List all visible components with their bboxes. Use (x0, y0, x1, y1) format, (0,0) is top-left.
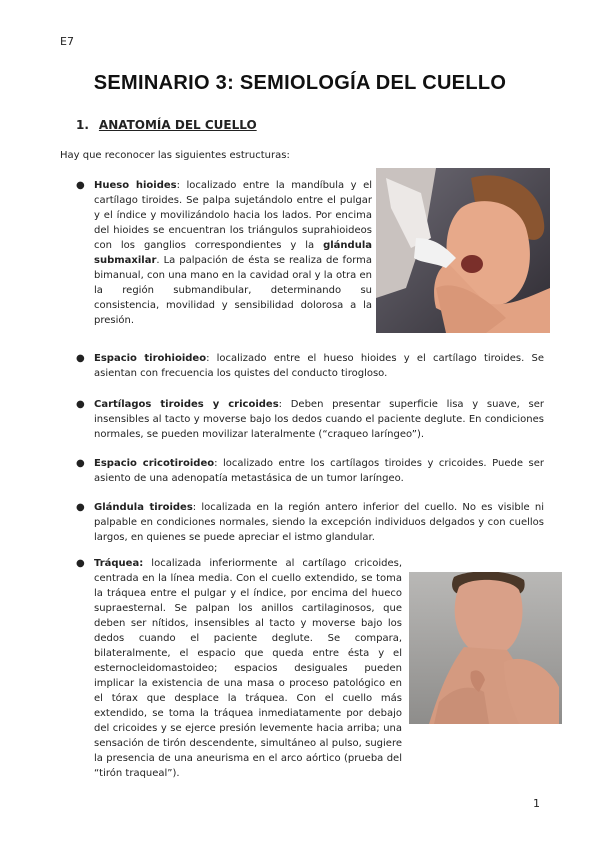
bullet: ● (76, 502, 85, 513)
item-text: Glándula tiroides: localizada en la región antero inferior del cuello. No es visible ni palpable en condiciones normales, siendo la excepción individuos delgados y con cuellos largos, en quienes se puede apreciar el istmo glandular. (94, 502, 544, 543)
list-item-glandula-tiroides (76, 500, 544, 545)
list-item-cartilagos (76, 397, 544, 442)
item-text: Hueso hioides: localizado entre la mandíbula y el cartílago tiroides. Se palpa sujetándolo entre el pulgar y el índice y movilizándolo hacia los lados. Por encima del hioides se encuentran los triángulos suprahioideos con los ganglios correspondientes y la glándula submaxilar. La palpación de ésta se realiza de forma bimanual, con una mano en la cavidad oral y la otra en la región submandibular, determinando su consistencia, movilidad y sensibilidad dolorosa a la presión. (94, 180, 372, 326)
item-emphasis: glándula submaxilar (94, 240, 372, 266)
list-item-espacio-cricotiroideo (76, 456, 544, 486)
bullet: ● (76, 399, 85, 410)
item-term: Cartílagos tiroides y cricoides (94, 399, 279, 410)
item-term: Glándula tiroides (94, 502, 193, 513)
item-term: Espacio tirohioideo (94, 353, 207, 364)
section-heading (76, 118, 257, 132)
page-title: SEMINARIO 3: SEMIOLOGÍA DEL CUELLO (93, 72, 507, 94)
list-item-hueso-hioides (76, 178, 372, 328)
page-number: 1 (533, 797, 540, 810)
bullet: ● (76, 353, 85, 364)
photo-hyoid-palpation (376, 168, 550, 333)
item-term: Espacio cricotiroideo (94, 458, 215, 469)
bullet: ● (76, 458, 85, 469)
item-term: Hueso hioides (94, 180, 177, 191)
list-item-espacio-tirohioideo (76, 351, 544, 381)
item-text: Espacio tirohioideo: localizado entre el hueso hioides y el cartílago tiroides. Se asientan con frecuencia los quistes del conducto tirogloso. (94, 353, 544, 379)
bullet: ● (76, 558, 85, 569)
bullet: ● (76, 180, 85, 191)
item-text: Cartílagos tiroides y cricoides: Deben presentar superficie lisa y suave, ser insensibles al tacto y moverse bajo los dedos cuando el paciente deglute. En condiciones normales, se pueden movilizar lateralmente (“craqueo laríngeo”). (94, 399, 544, 440)
section-title: ANATOMÍA DEL CUELLO (98, 118, 257, 132)
item-text: Espacio cricotiroideo: localizado entre los cartílagos tiroides y cricoides. Puede ser asiento de una adenopatía metastásica de un tumor laríngeo. (94, 458, 544, 484)
photo-trachea-palpation (409, 572, 562, 724)
item-text: Tráquea: localizada inferiormente al cartílago cricoides, centrada en la línea media. Con el cuello extendido, se toma la tráquea entre el pulgar y el índice, por encima del hueco supraesternal. Se palpan los anillos cartilaginosos, que deben ser nítidos, insensibles al tacto y moverse bajo los dedos cuando el paciente deglute. Se compara, bilateralmente, el espacio que queda entre ésta y el esternocleidomastoideo; espacios desiguales pueden implicar la existencia de una masa o proceso patológico en el tórax que desplace la tráquea. Con el cuello más extendido, se toma la tráquea inmediatamente por debajo del cricoides y se ejerce presión levemente hacia arriba; una sensación de tirón descendente, simultáneo al pulso, sugiere la presencia de una aneurisma en el arco aórtico (prueba del “tirón traqueal”). (94, 558, 402, 779)
document-code: E7 (60, 35, 74, 48)
list-item-traquea (76, 556, 402, 781)
section-number: 1. (76, 118, 89, 132)
item-term: Tráquea: (94, 558, 144, 569)
intro-text: Hay que reconocer las siguientes estructuras: (60, 150, 290, 161)
